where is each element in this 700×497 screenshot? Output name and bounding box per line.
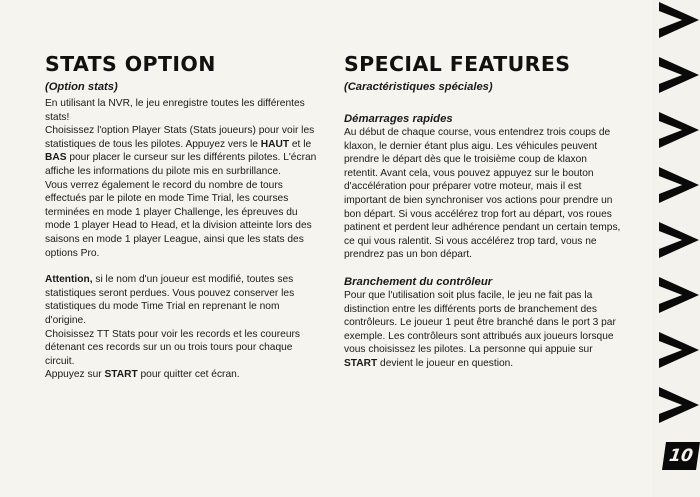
quit-paragraph: Appuyez sur START pour quitter cet écran.	[45, 369, 240, 381]
special-features-section	[344, 52, 622, 371]
controller-heading: Branchement du contrôleur	[344, 275, 493, 288]
stats-intro-paragraph: En utilisant la NVR, le jeu enregistre toutes les différentes stats!	[45, 98, 305, 123]
page-number: 10	[662, 442, 700, 470]
quick-start-heading: Démarrages rapides	[344, 113, 453, 125]
stats-option-section	[45, 52, 323, 382]
tt-stats-paragraph: Choisissez TT Stats pour voir les records et les coureurs détenant ces records sur un ou trois tours pour chaque circuit.	[45, 328, 300, 367]
stats-option-subtitle: (Option stats)	[45, 81, 118, 93]
attention-paragraph: Attention, si le nom d'un joueur est modifié, toutes ses statistiques seront perdues. Vous pouvez conserver les statistiques du mode Time Trial en reprenant le nom d'origine.	[45, 274, 295, 326]
special-features-title: SPECIAL FEATURES	[344, 52, 571, 76]
special-features-subtitle: (Caractéristiques spéciales)	[344, 81, 493, 93]
records-paragraph: Vous verrez également le record du nombre de tours effectués par le pilote en mode Time Trial, les courses terminées en mode 1 player Challenge, les épreuves du mode 1 player Head to Head, et la division atteinte lors des saisons en mode 1 player League, ainsi que les stats des options Pro.	[45, 179, 312, 259]
stats-option-title: STATS OPTION	[45, 52, 216, 76]
quick-start-paragraph: Au début de chaque course, vous entendrez trois coups de klaxon, le dernier étant plus aigu. Les véhicules peuvent prendre le départ dès que le troisième coup de klaxon retentit. Avant cela, vous pouvez appuyez sur le bouton d'accélération pour préparer votre moteur, mais il est important de bien synchroniser vos actions pour prendre un bon départ. Si vous accélérez trop fort au départ, vos roues patinent et perdent leur adhérence pendant un certain temps, ce qui vous ralentit. Si vous accélérez trop tard, vous ne prendrez pas un bon départ.	[344, 127, 621, 261]
controller-paragraph: Pour que l'utilisation soit plus facile, le jeu ne fait pas la distinction entre les différents ports de branchement des contrôleurs. Le joueur 1 peut être branché dans le port 3 par exemple. Les contrôleurs sont attribués aux joueurs lorsque vous choisissez les pilotes. La personne qui appuie sur START devient le joueur en question.	[344, 289, 616, 369]
player-stats-paragraph: Choisissez l'option Player Stats (Stats joueurs) pour voir les statistiques de tous les pilotes. Appuyez vers le HAUT et le BAS pour placer le curseur sur les différents pilotes. L'écran affiche les informations du pilote mis en surbrillance.	[45, 125, 317, 177]
